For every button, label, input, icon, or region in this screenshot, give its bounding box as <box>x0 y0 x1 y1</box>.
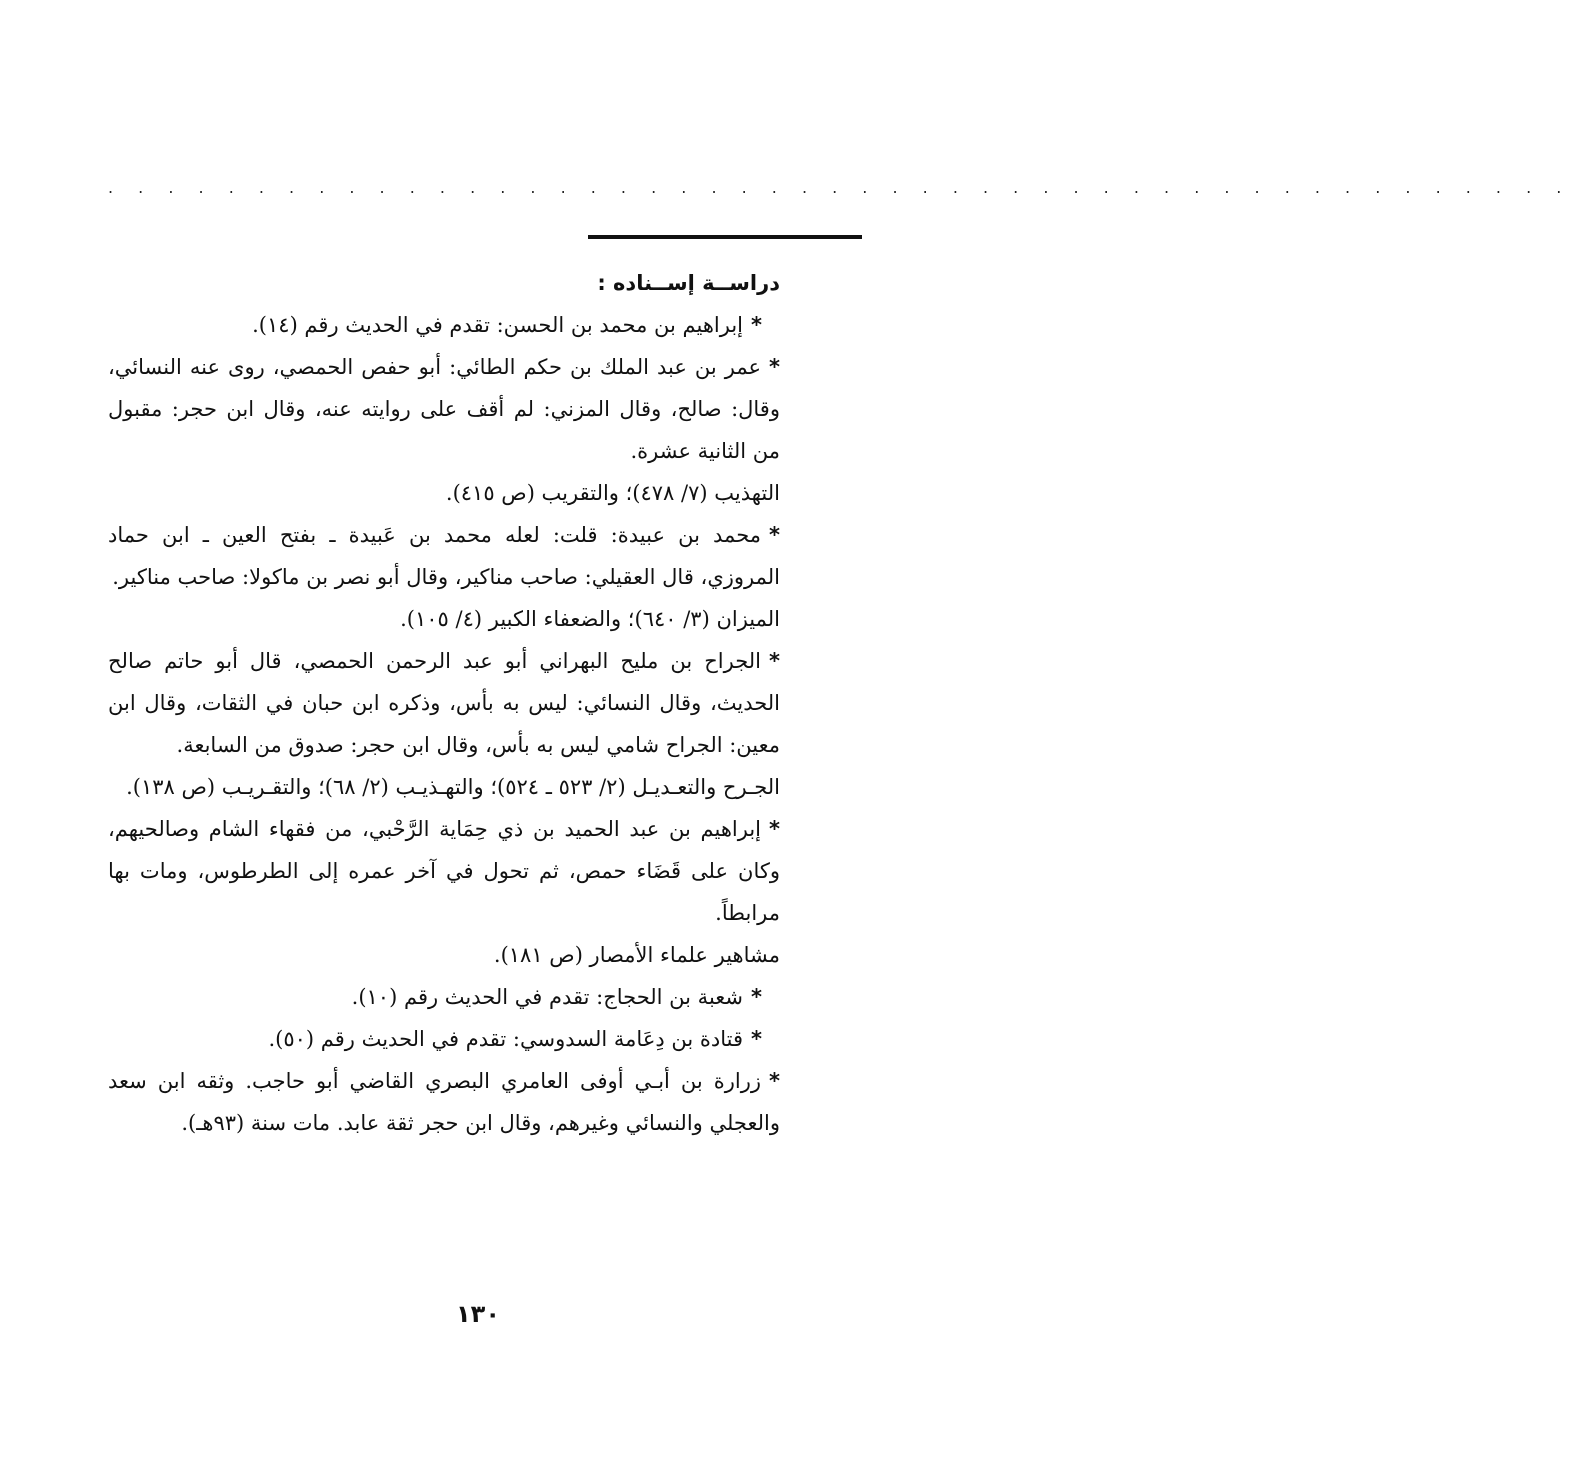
page-content <box>108 262 780 1144</box>
entry-shuba-bin-hajjaj <box>108 976 780 1018</box>
bullet-star-icon: * <box>769 523 780 547</box>
reference-line <box>108 766 780 808</box>
entry-text: عمر بن عبد الملك بن حكم الطائي: أبو حفص الحمصي، روى عنه النسائي، وقال: صالح، وقال المزني: لم أقف على روايته عنه، وقال ابن حجر: مقبول من الثانية عشرة. <box>108 355 780 463</box>
entry-text: الجراح بن مليح البهراني أبو عبد الرحمن الحمصي، قال أبو حاتم صالح الحديث، وقال النسائي: ليس به بأس، وذكره ابن حبان في الثقات، وقال ابن معين: الجراح شامي ليس به بأس، وقال ابن حجر: صدوق من السابعة. <box>108 649 780 757</box>
bullet-star-icon: * <box>751 313 762 337</box>
bullet-star-icon: * <box>751 1027 762 1051</box>
reference-text: الجـرح والتعـديـل (٢/ ٥٢٣ ـ ٥٢٤)؛ والتهـذيـب (٢/ ٦٨)؛ والتقـريـب (ص ١٣٨). <box>126 775 780 799</box>
dotted-separator: . . . . . . . . . . . . . . . . . . . . . . . . . . . . . . . . . . . . . . . . . . . . . . . . . <box>108 178 1571 197</box>
page-number: ١٣٠ <box>456 1300 500 1328</box>
entry-text: إبراهيم بن عبد الحميد بن ذي حِمَاية الرَّحْبي، من فقهاء الشام وصالحيهم، وكان على قَضَاء حمص، ثم تحول في آخر عمره إلى الطرطوس، ومات بها مرابطاً. <box>108 817 780 925</box>
section-heading: دراســة إســناده : <box>597 271 780 295</box>
reference-text: الميزان (٣/ ٦٤٠)؛ والضعفاء الكبير (٤/ ١٠٥). <box>400 607 780 631</box>
reference-line <box>108 934 780 976</box>
reference-line <box>108 598 780 640</box>
entry-umar-bin-abdulmalik <box>108 346 780 472</box>
entry-ibrahim-bin-abdulhamid <box>108 808 780 934</box>
bullet-star-icon: * <box>769 1069 780 1093</box>
entry-text: محمد بن عبيدة: قلت: لعله محمد بن عَبيدة ـ بفتح العين ـ ابن حماد المروزي، قال العقيلي: صاحب مناكير، وقال أبو نصر بن ماكولا: صاحب مناكير. <box>108 523 780 589</box>
entry-jarrah-bin-malih <box>108 640 780 766</box>
entry-text: شعبة بن الحجاج: تقدم في الحديث رقم (١٠). <box>351 985 744 1009</box>
bullet-star-icon: * <box>769 649 780 673</box>
bullet-star-icon: * <box>769 817 780 841</box>
entry-text: قتادة بن دِعَامة السدوسي: تقدم في الحديث رقم (٥٠). <box>268 1027 744 1051</box>
entry-muhammad-bin-ubaida <box>108 514 780 598</box>
reference-text: مشاهير علماء الأمصار (ص ١٨١). <box>493 943 780 967</box>
entry-text: إبراهيم بن محمد بن الحسن: تقدم في الحديث رقم (١٤). <box>252 313 744 337</box>
entry-zurara-bin-abi-awfa <box>108 1060 780 1144</box>
reference-text: التهذيب (٧/ ٤٧٨)؛ والتقريب (ص ٤١٥). <box>445 481 780 505</box>
entry-qatada-bin-diama <box>108 1018 780 1060</box>
reference-line <box>108 472 780 514</box>
entry-ibrahim-bin-muhammad <box>108 304 780 346</box>
section-rule <box>588 235 862 239</box>
bullet-star-icon: * <box>751 985 762 1009</box>
entry-text: زرارة بن أبـي أوفى العامري البصري القاضي أبو حاجب. وثقه ابن سعد والعجلي والنسائي وغيرهم، وقال ابن حجر ثقة عابد. مات سنة (٩٣هـ). <box>108 1069 780 1135</box>
bullet-star-icon: * <box>769 355 780 379</box>
